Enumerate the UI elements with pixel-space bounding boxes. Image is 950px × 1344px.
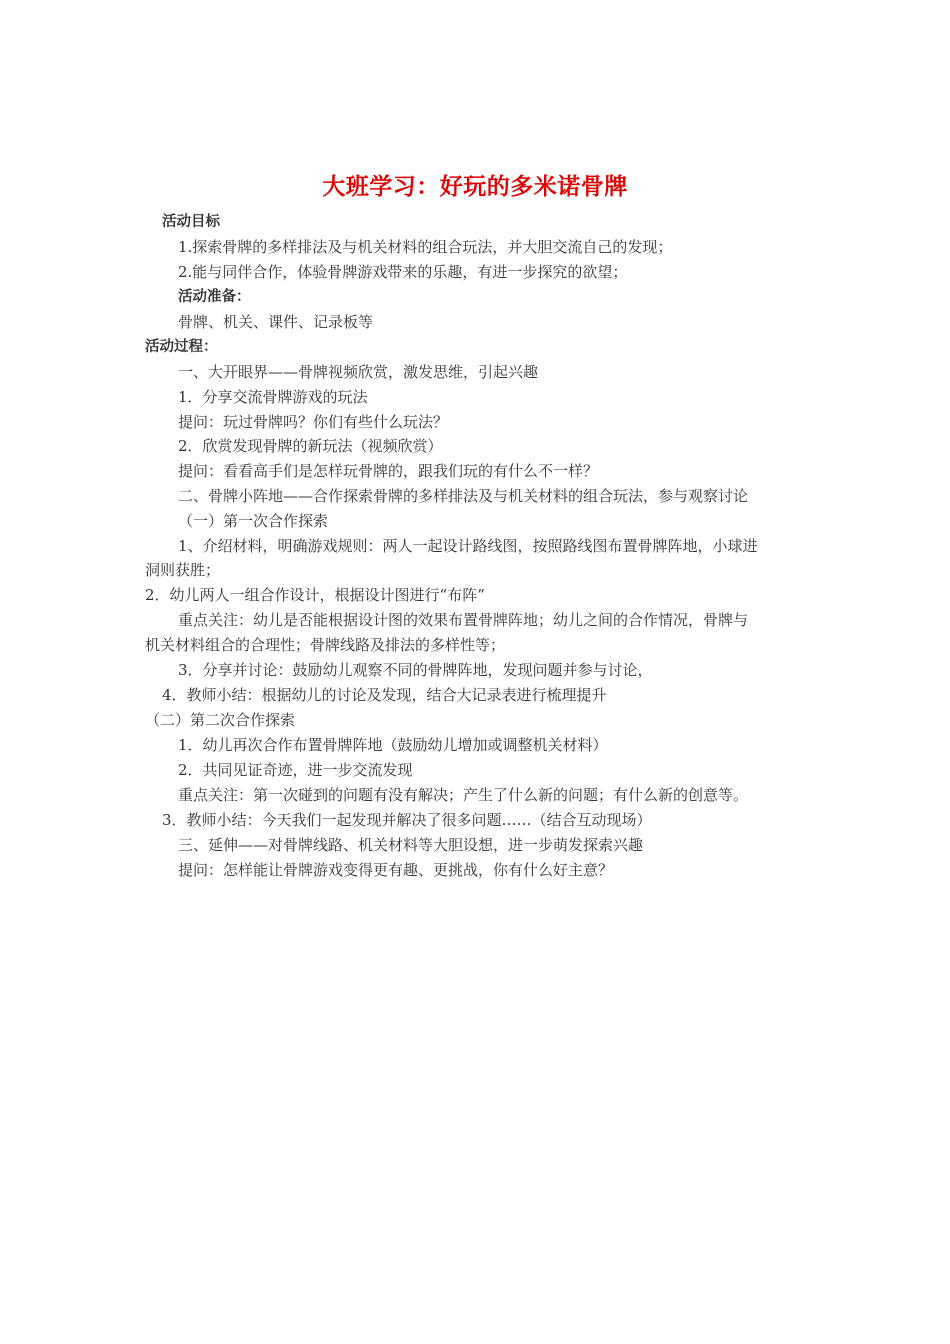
process-line: 洞则获胜； xyxy=(145,561,221,579)
process-heading: 活动过程： xyxy=(145,339,218,355)
process-line: 二、骨牌小阵地——合作探索骨牌的多样排法及与机关材料的组合玩法，参与观察讨论 xyxy=(178,487,749,505)
process-line: 提问：看看高手们是怎样玩骨牌的，跟我们玩的有什么不一样？ xyxy=(178,462,599,480)
goal-1: 1.探索骨牌的多样排法及与机关材料的组合玩法，并大胆交流自己的发现； xyxy=(178,238,673,256)
process-line: 提问：玩过骨牌吗？你们有些什么玩法？ xyxy=(178,413,449,431)
process-line: 1．分享交流骨牌游戏的玩法 xyxy=(178,388,368,406)
process-line: 1、介绍材料，明确游戏规则：两人一起设计路线图，按照路线图布置骨牌阵地，小球进 xyxy=(178,537,758,555)
process-line: 重点关注：幼儿是否能根据设计图的效果布置骨牌阵地；幼儿之间的合作情况，骨牌与 xyxy=(178,611,749,629)
process-line: 4．教师小结：根据幼儿的讨论及发现，结合大记录表进行梳理提升 xyxy=(162,686,607,704)
document-title: 大班学习：好玩的多米诺骨牌 xyxy=(322,174,628,200)
process-line: （二）第二次合作探索 xyxy=(145,711,296,729)
process-line: 提问：怎样能让骨牌游戏变得更有趣、更挑战，你有什么好主意？ xyxy=(178,861,614,879)
prep-text: 骨牌、机关、课件、记录板等 xyxy=(178,313,374,331)
goals-heading: 活动目标 xyxy=(162,214,220,230)
process-line: 重点关注：第一次碰到的问题有没有解决；产生了什么新的问题；有什么新的创意等。 xyxy=(178,786,749,804)
process-line: 三、延伸——对骨牌线路、机关材料等大胆设想，进一步萌发探索兴趣 xyxy=(178,836,644,854)
process-line: 3．教师小结：今天我们一起发现并解决了很多问题……（结合互动现场） xyxy=(162,811,652,829)
process-line: （一）第一次合作探索 xyxy=(178,512,329,530)
prep-heading: 活动准备： xyxy=(178,289,251,305)
process-line: 3．分享并讨论：鼓励幼儿观察不同的骨牌阵地，发现问题并参与讨论， xyxy=(178,661,653,679)
process-line: 机关材料组合的合理性；骨牌线路及排法的多样性等； xyxy=(145,636,506,654)
goal-2: 2.能与同伴合作，体验骨牌游戏带来的乐趣，有进一步探究的欲望； xyxy=(178,263,628,281)
process-line: 2．共同见证奇迹，进一步交流发现 xyxy=(178,761,413,779)
process-line: 一、大开眼界——骨牌视频欣赏，激发思维，引起兴趣 xyxy=(178,363,539,381)
process-line: 1．幼儿再次合作布置骨牌阵地（鼓励幼儿增加或调整机关材料） xyxy=(178,736,608,754)
process-line: 2．欣赏发现骨牌的新玩法（视频欣赏） xyxy=(178,437,443,455)
process-line: 2．幼儿两人一组合作设计，根据设计图进行“布阵” xyxy=(145,586,485,604)
